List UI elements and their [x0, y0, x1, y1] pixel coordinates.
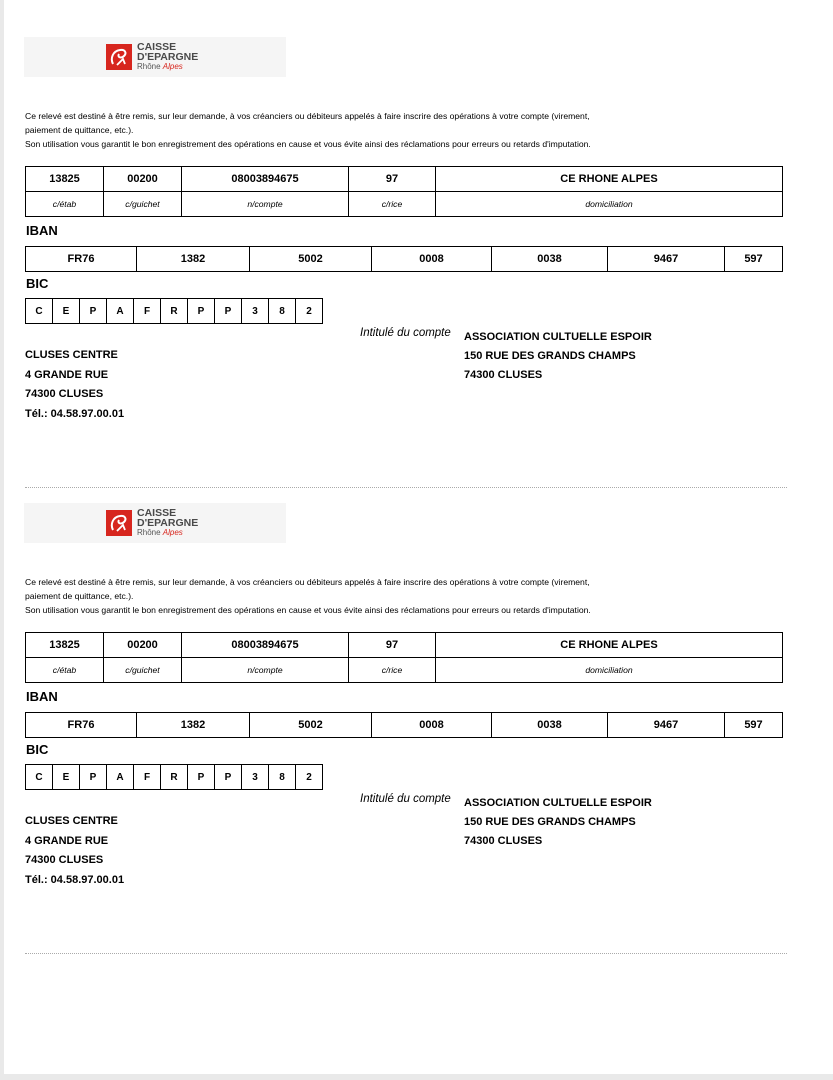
logo-line-1: CAISSE — [137, 41, 177, 53]
iban-heading: IBAN — [26, 223, 58, 238]
rib-table — [25, 632, 783, 683]
rib-table — [25, 166, 783, 217]
intro-line-2: paiement de quittance, etc.). — [25, 591, 134, 601]
intro-text — [25, 109, 685, 151]
bic-char: 2 — [296, 765, 323, 790]
iban-part: 0038 — [492, 713, 608, 738]
rib-slip-2 — [4, 466, 833, 932]
branch-phone: Tél.: 04.58.97.00.01 — [25, 873, 125, 886]
logo-line-2: D'EPARGNE — [137, 517, 199, 529]
squirrel-logo-icon — [106, 44, 132, 70]
bank-logo — [24, 503, 286, 543]
iban-part: 1382 — [137, 713, 250, 738]
bic-char: A — [107, 765, 134, 790]
logo-line-3 — [137, 528, 198, 538]
domiciliation: CE RHONE ALPES — [436, 167, 783, 192]
iban-part: FR76 — [26, 247, 137, 272]
bic-char: P — [215, 765, 242, 790]
squirrel-logo-icon — [106, 510, 132, 536]
branch-code-caption: c/guichet — [104, 658, 182, 683]
iban-part: 5002 — [250, 247, 372, 272]
branch-city: 74300 CLUSES — [25, 388, 104, 400]
branch-address — [25, 346, 124, 424]
bank-code-caption: c/étab — [26, 192, 104, 217]
rib-key: 97 — [349, 167, 436, 192]
bic-char: 2 — [296, 299, 323, 324]
iban-part: 0008 — [372, 247, 492, 272]
bic-char: P — [80, 299, 107, 324]
bic-char: 8 — [269, 765, 296, 790]
iban-table — [25, 246, 783, 272]
intro-line-1: Ce relevé est destiné à être remis, sur leur demande, à vos créanciers ou débiteurs appelés à faire inscrire des opérations à votre compte (virement, — [25, 111, 590, 121]
branch-city: 74300 CLUSES — [25, 854, 104, 866]
bic-heading: BIC — [26, 276, 49, 291]
logo-line-1: CAISSE — [137, 507, 177, 519]
branch-code: 00200 — [104, 167, 182, 192]
bic-char: E — [53, 299, 80, 324]
logo-region-2: Alpes — [162, 62, 183, 71]
bic-char: P — [188, 299, 215, 324]
bic-heading: BIC — [26, 742, 49, 757]
logo-region-1: Rhône — [137, 62, 163, 71]
bic-char: R — [161, 765, 188, 790]
iban-heading: IBAN — [26, 689, 58, 704]
intro-line-1: Ce relevé est destiné à être remis, sur leur demande, à vos créanciers ou débiteurs appelés à faire inscrire des opérations à votre compte (virement, — [25, 577, 590, 587]
branch-street: 4 GRANDE RUE — [25, 834, 109, 847]
account-holder-label: Intitulé du compte — [360, 793, 451, 805]
bank-logo-text — [137, 508, 198, 538]
bic-char: E — [53, 765, 80, 790]
account-number-caption: n/compte — [182, 192, 349, 217]
intro-line-3: Son utilisation vous garantit le bon enregistrement des opérations en cause et vous évite ainsi des réclamations pour erreurs ou retards d'imputation. — [25, 139, 591, 149]
domiciliation-caption: domiciliation — [436, 192, 783, 217]
bic-table — [25, 764, 323, 790]
bic-char: C — [26, 765, 53, 790]
account-holder — [464, 794, 652, 851]
cut-line — [25, 953, 787, 954]
holder-city: 74300 CLUSES — [464, 835, 543, 847]
branch-street: 4 GRANDE RUE — [25, 368, 109, 381]
branch-address — [25, 812, 124, 890]
rib-slip-1 — [4, 0, 833, 466]
iban-part: 597 — [725, 247, 783, 272]
rib-key-caption: c/rice — [349, 192, 436, 217]
branch-phone: Tél.: 04.58.97.00.01 — [25, 407, 125, 420]
account-number: 08003894675 — [182, 167, 349, 192]
bic-char: F — [134, 299, 161, 324]
account-holder-label: Intitulé du compte — [360, 327, 451, 339]
bic-char: F — [134, 765, 161, 790]
bank-logo — [24, 37, 286, 77]
account-holder — [464, 328, 652, 385]
account-number: 08003894675 — [182, 633, 349, 658]
branch-name: CLUSES CENTRE — [25, 815, 118, 827]
branch-code: 00200 — [104, 633, 182, 658]
iban-part: 5002 — [250, 713, 372, 738]
iban-part: 0038 — [492, 247, 608, 272]
holder-name: ASSOCIATION CULTUELLE ESPOIR — [464, 797, 652, 809]
iban-part: 597 — [725, 713, 783, 738]
logo-region-1: Rhône — [137, 528, 163, 537]
iban-part: 9467 — [608, 247, 725, 272]
intro-line-2: paiement de quittance, etc.). — [25, 125, 134, 135]
logo-region-2: Alpes — [162, 528, 183, 537]
intro-text — [25, 575, 685, 617]
bic-char: 3 — [242, 299, 269, 324]
bic-char: P — [188, 765, 215, 790]
bank-code: 13825 — [26, 167, 104, 192]
bic-char: 3 — [242, 765, 269, 790]
intro-line-3: Son utilisation vous garantit le bon enregistrement des opérations en cause et vous évite ainsi des réclamations pour erreurs ou retards d'imputation. — [25, 605, 591, 615]
bic-char: P — [215, 299, 242, 324]
bic-table — [25, 298, 323, 324]
rib-key: 97 — [349, 633, 436, 658]
holder-street: 150 RUE DES GRANDS CHAMPS — [464, 816, 636, 828]
domiciliation-caption: domiciliation — [436, 658, 783, 683]
holder-street: 150 RUE DES GRANDS CHAMPS — [464, 350, 636, 362]
iban-part: 1382 — [137, 247, 250, 272]
iban-table — [25, 712, 783, 738]
bic-char: P — [80, 765, 107, 790]
branch-code-caption: c/guichet — [104, 192, 182, 217]
iban-part: FR76 — [26, 713, 137, 738]
domiciliation: CE RHONE ALPES — [436, 633, 783, 658]
logo-line-3 — [137, 62, 198, 72]
bank-code-caption: c/étab — [26, 658, 104, 683]
bic-char: 8 — [269, 299, 296, 324]
bic-char: C — [26, 299, 53, 324]
holder-name: ASSOCIATION CULTUELLE ESPOIR — [464, 331, 652, 343]
bank-logo-text — [137, 42, 198, 72]
holder-city: 74300 CLUSES — [464, 369, 543, 381]
iban-part: 0008 — [372, 713, 492, 738]
account-number-caption: n/compte — [182, 658, 349, 683]
branch-name: CLUSES CENTRE — [25, 349, 118, 361]
iban-part: 9467 — [608, 713, 725, 738]
rib-key-caption: c/rice — [349, 658, 436, 683]
bic-char: A — [107, 299, 134, 324]
bic-char: R — [161, 299, 188, 324]
bank-code: 13825 — [26, 633, 104, 658]
document-page — [4, 0, 833, 1074]
logo-line-2: D'EPARGNE — [137, 51, 199, 63]
